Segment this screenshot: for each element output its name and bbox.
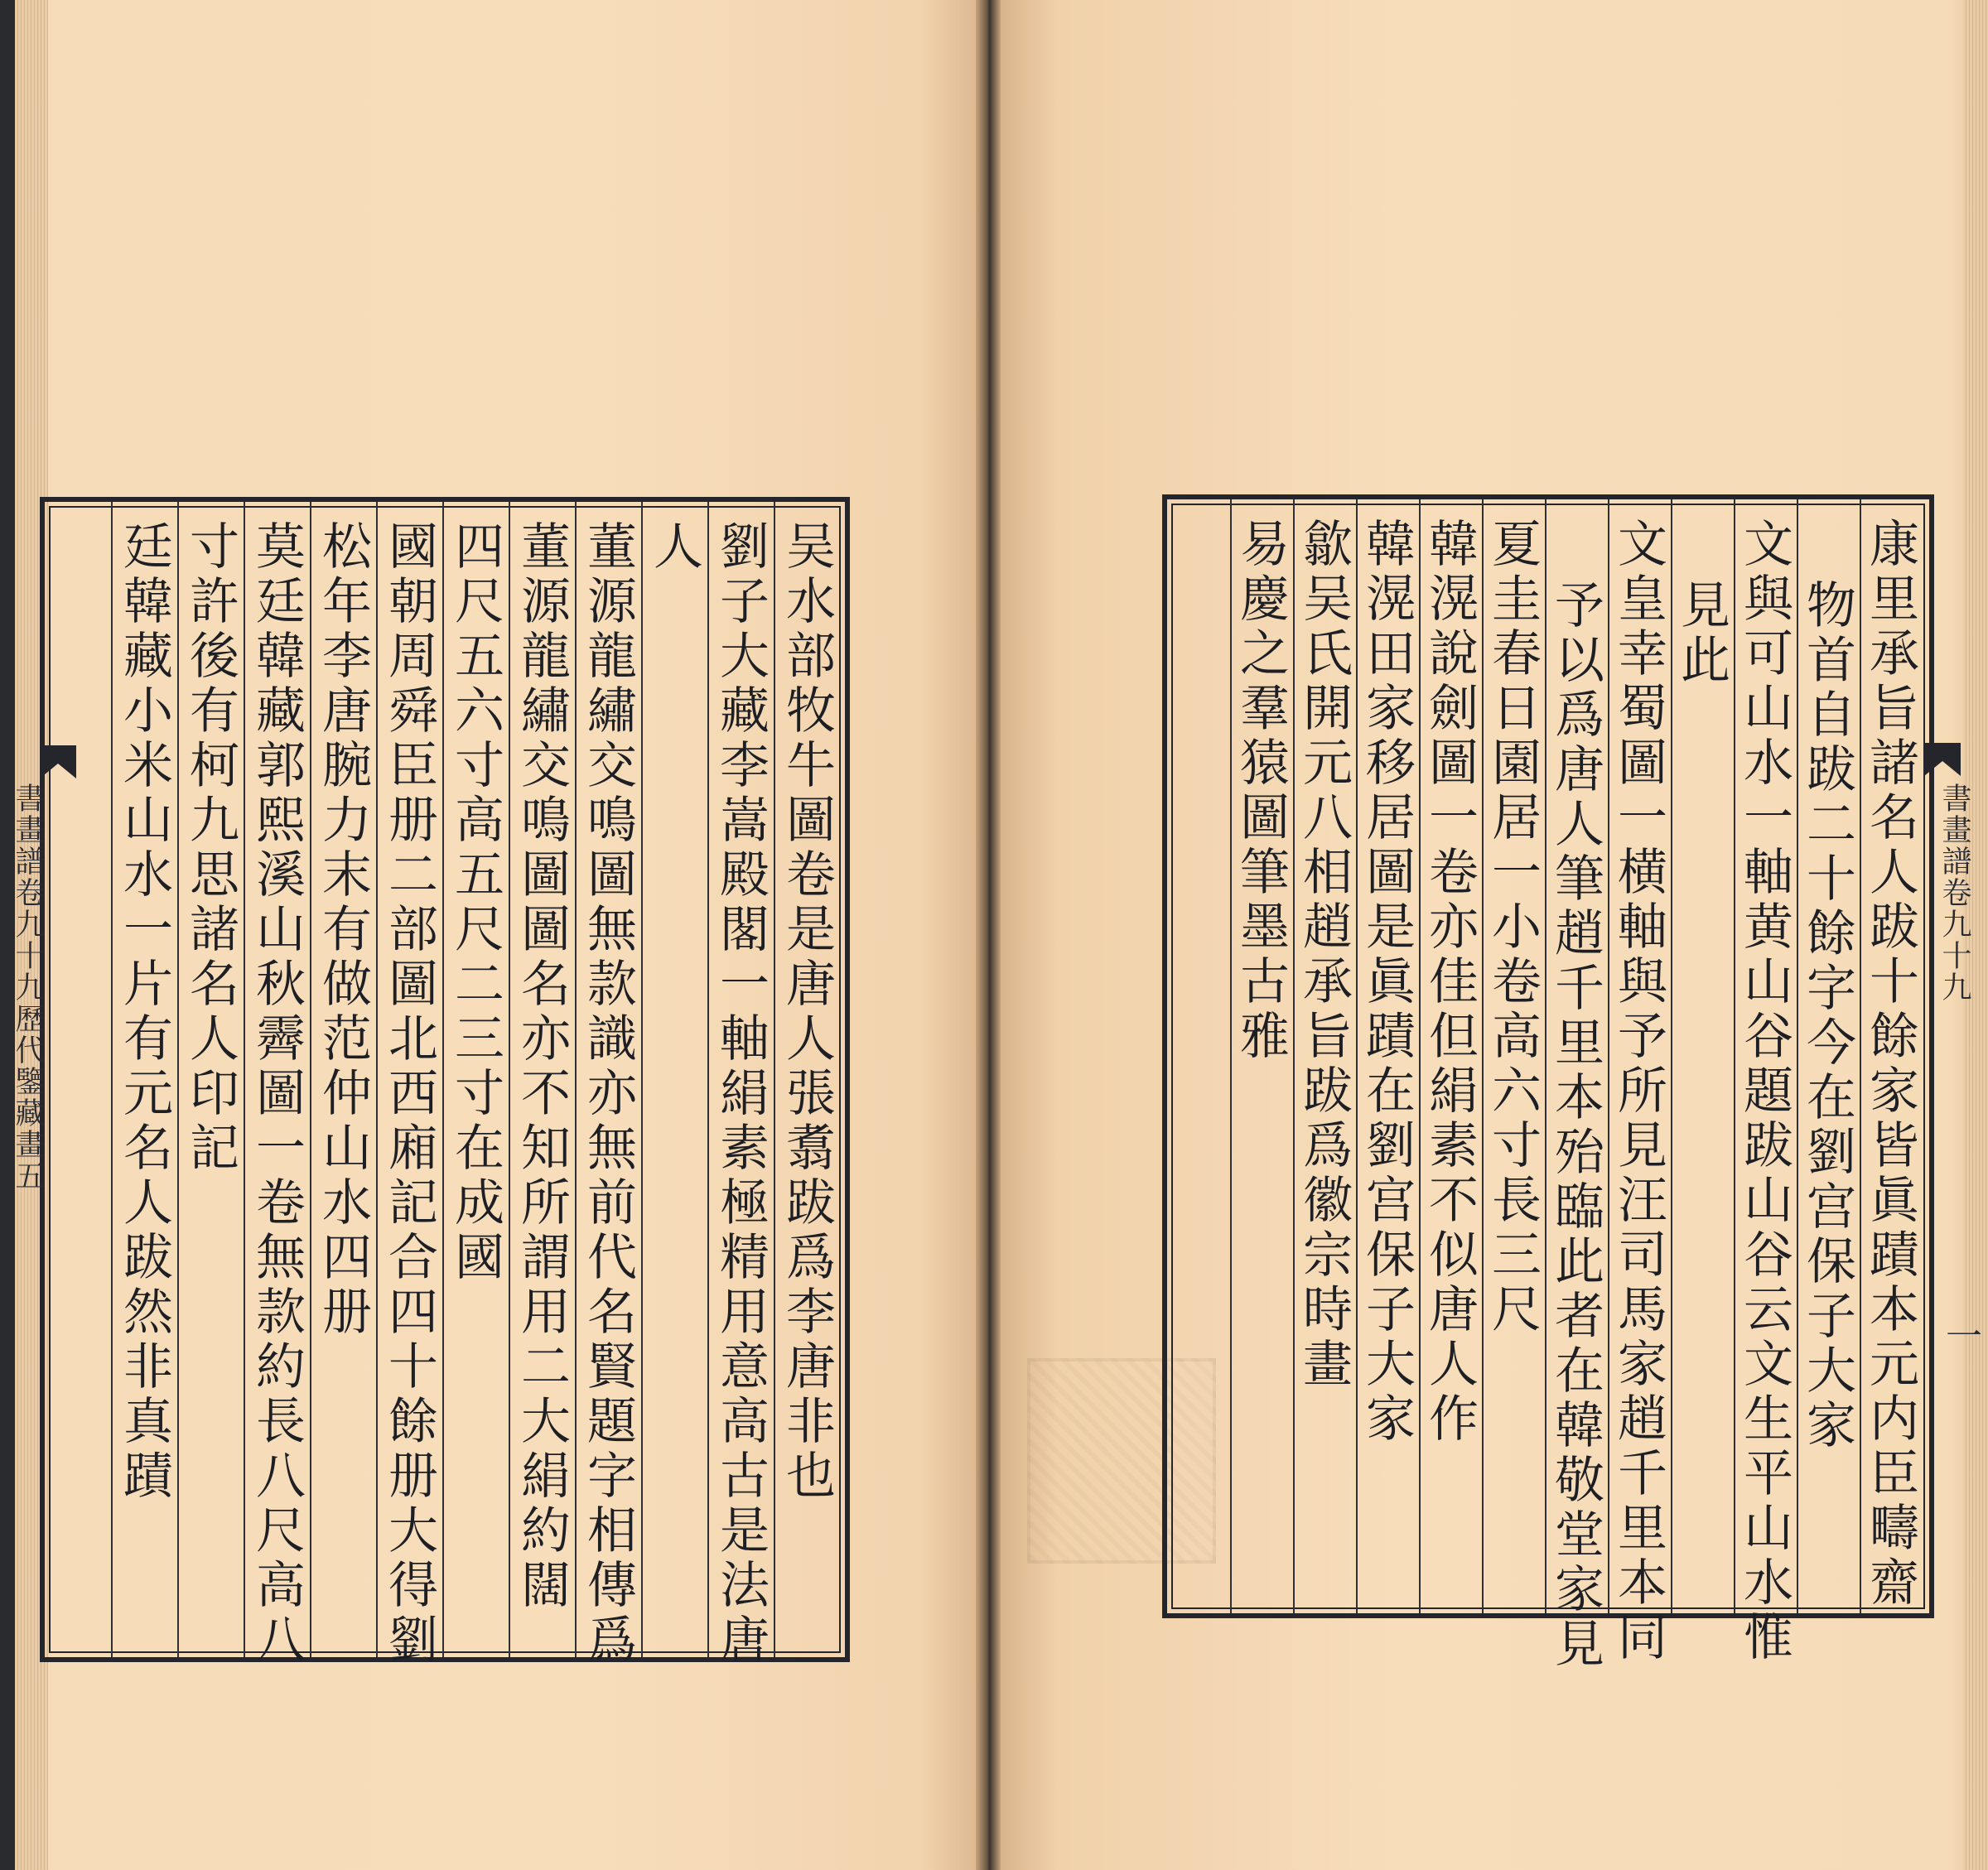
text-column-10: 歙吴氏開元八相趙承旨跋爲徽宗時畫 [1295,518,1353,1392]
text-column-8: 韓滉說劍圖一卷亦佳但絹素不似唐人作 [1421,518,1479,1447]
text-column-11: 廷韓藏小米山水一片有元名人跋然非真蹟 [115,520,173,1504]
text-column-4: 見此 [1672,579,1730,688]
text-column-7: 夏圭春日園居一小卷高六寸長三尺 [1484,518,1542,1337]
folio-number: 一 [1939,1317,1981,1355]
text-column-6: 予以爲唐人筆趙千里本殆臨此者在韓敬堂家見 [1546,579,1604,1672]
text-column-1: 康里承旨諸名人跋十餘家皆眞蹟本元内臣疇齋 [1861,518,1919,1611]
text-column-9: 韓滉田家移居圖是眞蹟在劉宫保子大家 [1358,518,1416,1447]
text-column-5: 董源龍繡交鳴圖圖名亦不知所謂用二大絹約闊 [513,520,571,1613]
text-column-11: 易慶之羣猿圖筆墨古雅 [1232,518,1290,1064]
book-spine [976,0,1001,1870]
text-column-9: 莫廷韓藏郭熙溪山秋霽圖一卷無款約長八尺高八 [248,520,306,1668]
text-column-3: 文與可山水一軸黄山谷題跋山谷云文生平山水惟 [1735,518,1793,1665]
text-column-6: 四尺五六寸高五尺二三寸在成國 [446,520,504,1285]
left-banner-title: 書畫譜卷九十九歷代鑒藏畫五 [11,783,45,1192]
text-column-3: 人 [645,520,703,575]
text-column-2: 物首自跋二十餘字今在劉宫保子大家 [1798,579,1856,1453]
left-text-block [40,497,850,1668]
text-column-4: 董源龍繡交鳴圖無款識亦無前代名賢題字相傳爲 [579,520,637,1668]
text-column-8: 松年李唐腕力末有做范仲山水四册 [314,520,372,1340]
text-column-5: 文皇幸蜀圖一横軸與予所見汪司馬家趙千里本同 [1609,518,1667,1665]
text-column-2: 劉子大藏李嵩殿閣一軸絹素極精用意高古是法唐 [712,520,770,1668]
text-column-7: 國朝周舜臣册二部圖北西廂記合四十餘册大得劉 [380,520,438,1668]
right-text-block [1162,494,1934,1672]
right-banner-title: 書畫譜卷九十九 [1937,783,1971,1003]
text-column-10: 寸許後有柯九思諸名人印記 [181,520,239,1176]
text-column-1: 吴水部牧牛圖卷是唐人張翥跋爲李唐非也 [778,520,836,1504]
